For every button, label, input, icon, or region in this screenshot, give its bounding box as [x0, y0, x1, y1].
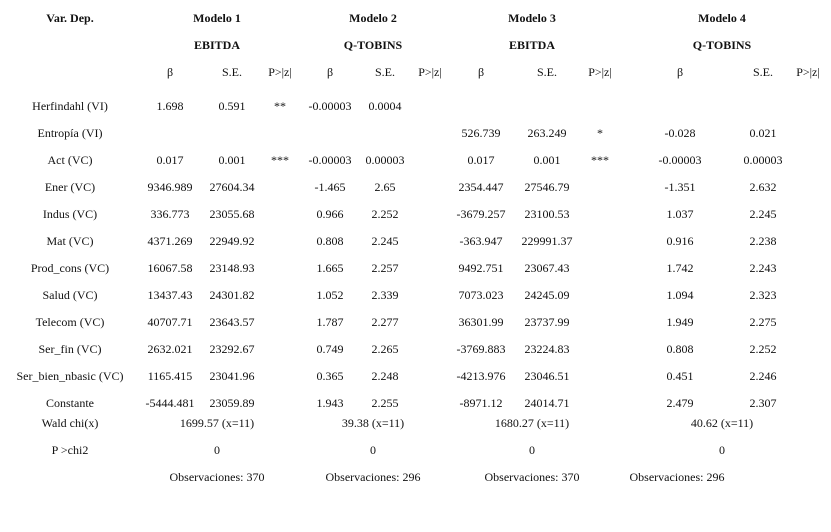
model-3-dependent: EBITDA	[508, 38, 556, 52]
cell-m4-beta: 0.451	[666, 369, 694, 383]
cell-m1-beta: 1.698	[156, 99, 184, 113]
cell-m3-se: 24014.71	[524, 396, 570, 410]
cell-m1-beta: 13437.43	[147, 288, 193, 302]
observations-2: Observaciones: 296	[325, 470, 421, 484]
cell-m3-beta: -4213.976	[456, 369, 506, 383]
cell-m3-p: ***	[591, 153, 609, 167]
col-label-m2-1: S.E.	[374, 65, 396, 79]
pchi-value-2: 0	[370, 443, 376, 457]
cell-m1-se: 23148.93	[209, 261, 255, 275]
cell-m4-se: 2.275	[749, 315, 777, 329]
cell-m2-beta: 1.943	[316, 396, 344, 410]
observations-4: Observaciones: 296	[629, 470, 725, 484]
cell-m3-beta: 2354.447	[458, 180, 504, 194]
cell-m2-beta: 0.365	[316, 369, 344, 383]
row-label: Act (VC)	[47, 153, 93, 167]
model-4-title: Modelo 4	[698, 11, 746, 25]
cell-m4-se: 2.252	[749, 342, 777, 356]
cell-m2-beta: 0.966	[316, 207, 344, 221]
row-label: Telecom (VC)	[35, 315, 105, 329]
row-label: Prod_cons (VC)	[30, 261, 110, 275]
cell-m4-se: 2.632	[749, 180, 777, 194]
cell-m3-beta: 9492.751	[458, 261, 504, 275]
wald-label: Wald chi(x)	[41, 416, 99, 430]
wald-value-1: 1699.57 (x=11)	[179, 416, 255, 430]
cell-m2-se: 2.339	[371, 288, 399, 302]
cell-m4-beta: 0.808	[666, 342, 694, 356]
cell-m2-beta: 1.665	[316, 261, 344, 275]
cell-m2-beta: 1.052	[316, 288, 344, 302]
cell-m4-se: 2.245	[749, 207, 777, 221]
cell-m4-se: 0.021	[749, 126, 777, 140]
cell-m1-beta: -5444.481	[145, 396, 195, 410]
col-label-m2-2: P>|z|	[418, 65, 442, 79]
var-dep-header: Var. Dep.	[46, 11, 94, 25]
cell-m4-se: 2.323	[749, 288, 777, 302]
cell-m4-beta: 1.949	[666, 315, 694, 329]
cell-m4-beta: 1.742	[666, 261, 694, 275]
cell-m2-se: 2.252	[371, 207, 399, 221]
cell-m1-beta: 4371.269	[147, 234, 193, 248]
cell-m1-se: 23059.89	[209, 396, 255, 410]
cell-m1-se: 27604.34	[209, 180, 255, 194]
cell-m4-beta: 0.916	[666, 234, 694, 248]
cell-m1-se: 22949.92	[209, 234, 255, 248]
col-label-m1-2: P>|z|	[268, 65, 292, 79]
cell-m4-se: 2.307	[749, 396, 777, 410]
cell-m3-beta: -363.947	[459, 234, 503, 248]
cell-m1-se: 23643.57	[209, 315, 255, 329]
model-2-title: Modelo 2	[349, 11, 397, 25]
cell-m2-beta: -0.00003	[308, 99, 352, 113]
row-label: Entropía (VI)	[37, 126, 103, 140]
row-label: Indus (VC)	[42, 207, 98, 221]
row-label: Ser_bien_nbasic (VC)	[16, 369, 124, 383]
row-label: Ener (VC)	[44, 180, 96, 194]
col-label-m4-2: P>|z|	[796, 65, 820, 79]
observations-3: Observaciones: 370	[484, 470, 580, 484]
cell-m2-se: 2.277	[371, 315, 399, 329]
cell-m2-se: 2.248	[371, 369, 399, 383]
cell-m1-beta: 336.773	[150, 207, 190, 221]
cell-m4-beta: -0.028	[664, 126, 696, 140]
cell-m4-beta: -0.00003	[658, 153, 702, 167]
cell-m3-se: 0.001	[533, 153, 561, 167]
model-1-title: Modelo 1	[193, 11, 241, 25]
cell-m4-se: 2.238	[749, 234, 777, 248]
cell-m2-se: 2.255	[371, 396, 399, 410]
cell-m2-se: 0.00003	[365, 153, 405, 167]
row-label: Ser_fin (VC)	[38, 342, 102, 356]
cell-m1-se: 23055.68	[209, 207, 255, 221]
cell-m1-beta: 1165.415	[147, 369, 193, 383]
cell-m2-se: 2.245	[371, 234, 399, 248]
cell-m3-beta: -3679.257	[456, 207, 506, 221]
col-label-m3-1: S.E.	[536, 65, 558, 79]
cell-m3-beta: 0.017	[467, 153, 495, 167]
model-1-dependent: EBITDA	[193, 38, 241, 52]
cell-m2-se: 2.65	[374, 180, 396, 194]
cell-m1-beta: 9346.989	[147, 180, 193, 194]
cell-m3-beta: 7073.023	[458, 288, 504, 302]
cell-m2-beta: -1.465	[314, 180, 346, 194]
row-label: Herfindahl (VI)	[32, 99, 108, 113]
col-label-m1-0: β	[166, 65, 174, 79]
cell-m2-beta: 1.787	[316, 315, 344, 329]
observations-1: Observaciones: 370	[169, 470, 265, 484]
col-label-m4-0: β	[676, 65, 684, 79]
wald-value-4: 40.62 (x=11)	[690, 416, 754, 430]
cell-m1-beta: 16067.58	[147, 261, 193, 275]
cell-m3-se: 263.249	[527, 126, 567, 140]
model-4-dependent: Q-TOBINS	[692, 38, 752, 52]
col-label-m2-0: β	[326, 65, 334, 79]
cell-m3-se: 23067.43	[524, 261, 570, 275]
model-3-title: Modelo 3	[508, 11, 556, 25]
cell-m4-beta: 1.037	[666, 207, 694, 221]
cell-m3-se: 23046.51	[524, 369, 570, 383]
row-label: Constante	[46, 396, 94, 410]
cell-m3-beta: 36301.99	[458, 315, 504, 329]
col-label-m4-1: S.E.	[752, 65, 774, 79]
cell-m3-beta: 526.739	[461, 126, 501, 140]
cell-m3-se: 27546.79	[524, 180, 570, 194]
cell-m3-se: 23100.53	[524, 207, 570, 221]
pchi-value-3: 0	[529, 443, 535, 457]
cell-m3-beta: -3769.883	[456, 342, 506, 356]
cell-m1-se: 0.001	[218, 153, 246, 167]
row-label: Salud (VC)	[42, 288, 98, 302]
cell-m1-beta: 40707.71	[147, 315, 193, 329]
cell-m1-se: 0.591	[218, 99, 246, 113]
cell-m4-beta: 2.479	[666, 396, 694, 410]
cell-m4-beta: -1.351	[664, 180, 696, 194]
cell-m3-se: 23737.99	[524, 315, 570, 329]
cell-m1-beta: 0.017	[156, 153, 184, 167]
wald-value-2: 39.38 (x=11)	[341, 416, 405, 430]
model-2-dependent: Q-TOBINS	[343, 38, 403, 52]
cell-m2-beta: -0.00003	[308, 153, 352, 167]
pchi-value-1: 0	[214, 443, 220, 457]
cell-m2-beta: 0.808	[316, 234, 344, 248]
cell-m1-se: 23041.96	[209, 369, 255, 383]
cell-m4-beta: 1.094	[666, 288, 694, 302]
cell-m3-se: 229991.37	[521, 234, 573, 248]
cell-m1-beta: 2632.021	[147, 342, 193, 356]
cell-m4-se: 2.243	[749, 261, 777, 275]
wald-value-3: 1680.27 (x=11)	[494, 416, 570, 430]
cell-m2-se: 0.0004	[368, 99, 402, 113]
col-label-m3-0: β	[477, 65, 485, 79]
cell-m3-se: 23224.83	[524, 342, 570, 356]
cell-m1-p: **	[274, 99, 286, 113]
col-label-m3-2: P>|z|	[588, 65, 612, 79]
cell-m2-beta: 0.749	[316, 342, 344, 356]
cell-m4-se: 0.00003	[743, 153, 783, 167]
cell-m3-beta: -8971.12	[459, 396, 503, 410]
cell-m2-se: 2.265	[371, 342, 399, 356]
col-label-m1-1: S.E.	[221, 65, 243, 79]
cell-m1-se: 23292.67	[209, 342, 255, 356]
pchi-value-4: 0	[719, 443, 725, 457]
cell-m1-se: 24301.82	[209, 288, 255, 302]
row-label: Mat (VC)	[46, 234, 94, 248]
cell-m1-p: ***	[271, 153, 289, 167]
cell-m3-se: 24245.09	[524, 288, 570, 302]
cell-m4-se: 2.246	[749, 369, 777, 383]
pchi-label: P >chi2	[51, 443, 89, 457]
cell-m3-p: *	[597, 126, 603, 140]
cell-m2-se: 2.257	[371, 261, 399, 275]
